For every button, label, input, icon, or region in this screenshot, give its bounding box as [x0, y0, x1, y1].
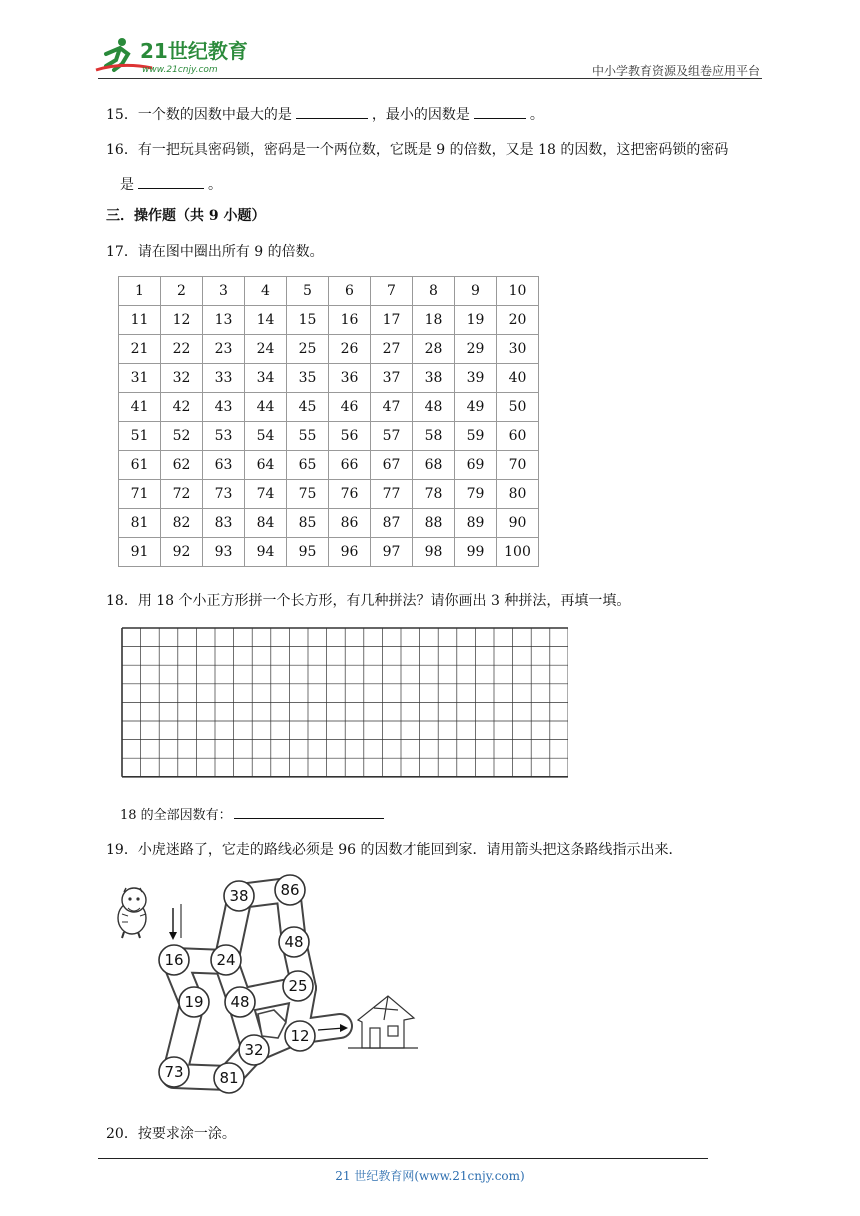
section-title: 三．操作题（共 9 小题） [106, 208, 266, 224]
number-cell[interactable]: 16 [329, 306, 371, 335]
number-cell[interactable]: 90 [497, 509, 539, 538]
number-cell[interactable]: 73 [203, 480, 245, 509]
number-cell[interactable]: 23 [203, 335, 245, 364]
number-cell[interactable]: 46 [329, 393, 371, 422]
number-cell[interactable]: 58 [413, 422, 455, 451]
number-cell[interactable]: 66 [329, 451, 371, 480]
number-cell[interactable]: 95 [287, 538, 329, 567]
answer-blank[interactable] [234, 804, 384, 819]
number-cell[interactable]: 34 [245, 364, 287, 393]
number-cell[interactable]: 37 [371, 364, 413, 393]
number-cell[interactable]: 50 [497, 393, 539, 422]
number-cell[interactable]: 28 [413, 335, 455, 364]
question-16-line2: 是 。 [120, 174, 222, 195]
question-20: 20．按要求涂一涂。 [106, 1126, 236, 1142]
number-cell[interactable]: 88 [413, 509, 455, 538]
chart-row [119, 538, 539, 567]
number-cell[interactable]: 60 [497, 422, 539, 451]
number-cell[interactable]: 53 [203, 422, 245, 451]
tiger-icon [118, 888, 146, 938]
number-cell[interactable]: 65 [287, 451, 329, 480]
number-cell[interactable]: 74 [245, 480, 287, 509]
number-cell[interactable]: 76 [329, 480, 371, 509]
answer-blank[interactable] [474, 104, 526, 119]
node-label: 32 [244, 1041, 264, 1059]
number-cell[interactable]: 19 [455, 306, 497, 335]
number-cell[interactable]: 47 [371, 393, 413, 422]
number-cell[interactable]: 63 [203, 451, 245, 480]
number-cell[interactable]: 55 [287, 422, 329, 451]
node-label: 19 [184, 993, 204, 1011]
chart-row [119, 364, 539, 393]
node-label: 73 [164, 1063, 184, 1081]
number-cell[interactable]: 40 [497, 364, 539, 393]
chart-row [119, 480, 539, 509]
square-grid[interactable] [120, 626, 568, 784]
node-label: 24 [216, 951, 236, 969]
start-arrow-icon [169, 904, 181, 940]
node-label: 12 [290, 1027, 310, 1045]
number-cell[interactable]: 35 [287, 364, 329, 393]
question-16-line1: 16．有一把玩具密码锁，密码是一个两位数，它既是 9 的倍数，又是 18 的因数，这把密码锁的密码 [106, 142, 729, 158]
number-cell[interactable]: 92 [161, 538, 203, 567]
factors-line: 18 的全部因数有： [120, 804, 388, 826]
number-cell[interactable]: 78 [413, 480, 455, 509]
number-cell[interactable]: 7 [371, 277, 413, 306]
number-cell[interactable]: 99 [455, 538, 497, 567]
number-cell[interactable]: 64 [245, 451, 287, 480]
number-cell[interactable]: 24 [245, 335, 287, 364]
number-cell[interactable]: 44 [245, 393, 287, 422]
number-cell[interactable]: 15 [287, 306, 329, 335]
number-cell[interactable]: 68 [413, 451, 455, 480]
number-cell[interactable]: 48 [413, 393, 455, 422]
node-label: 16 [164, 951, 184, 969]
number-cell[interactable]: 62 [161, 451, 203, 480]
number-cell[interactable]: 69 [455, 451, 497, 480]
number-cell[interactable]: 10 [497, 277, 539, 306]
chart-row [119, 422, 539, 451]
number-cell[interactable]: 89 [455, 509, 497, 538]
number-cell[interactable]: 4 [245, 277, 287, 306]
number-cell[interactable]: 56 [329, 422, 371, 451]
number-cell[interactable]: 25 [287, 335, 329, 364]
number-cell[interactable]: 14 [245, 306, 287, 335]
number-cell[interactable]: 42 [161, 393, 203, 422]
number-cell[interactable]: 87 [371, 509, 413, 538]
number-cell[interactable]: 49 [455, 393, 497, 422]
node-label: 48 [230, 993, 250, 1011]
number-cell[interactable]: 39 [455, 364, 497, 393]
question-19: 19．小虎迷路了，它走的路线必须是 96 的因数才能回到家．请用箭头把这条路线指示出来． [106, 842, 683, 858]
number-cell[interactable]: 5 [287, 277, 329, 306]
number-cell[interactable]: 27 [371, 335, 413, 364]
number-cell[interactable]: 29 [455, 335, 497, 364]
number-cell[interactable]: 80 [497, 480, 539, 509]
node-label: 25 [288, 977, 308, 995]
hundred-chart [118, 276, 539, 567]
number-cell[interactable]: 18 [413, 306, 455, 335]
number-cell[interactable]: 26 [329, 335, 371, 364]
number-cell[interactable]: 9 [455, 277, 497, 306]
maze-diagram [108, 872, 418, 1098]
logo-url: www.21cnjy.com [142, 65, 218, 75]
number-cell[interactable]: 21 [119, 335, 161, 364]
number-cell[interactable]: 38 [413, 364, 455, 393]
question-18: 18．用 18 个小正方形拼一个长方形，有几种拼法？请你画出 3 种拼法，再填一填。 [106, 593, 631, 609]
number-cell[interactable]: 2 [161, 277, 203, 306]
number-cell[interactable]: 67 [371, 451, 413, 480]
number-cell[interactable]: 79 [455, 480, 497, 509]
number-cell[interactable]: 81 [119, 509, 161, 538]
header-divider [98, 78, 762, 79]
number-cell[interactable]: 85 [287, 509, 329, 538]
node-label: 86 [280, 881, 300, 899]
number-cell[interactable]: 93 [203, 538, 245, 567]
question-15: 15．一个数的因数中最大的是 ，最小的因数是 。 [106, 104, 544, 125]
footer-text: 21 世纪教育网(www.21cnjy.com) [335, 1169, 525, 1183]
number-cell[interactable]: 41 [119, 393, 161, 422]
number-cell[interactable]: 13 [203, 306, 245, 335]
number-cell[interactable]: 61 [119, 451, 161, 480]
number-cell[interactable]: 32 [161, 364, 203, 393]
question-17: 17．请在图中圈出所有 9 的倍数。 [106, 244, 324, 260]
chart-row [119, 393, 539, 422]
site-logo [92, 34, 262, 78]
number-cell[interactable]: 6 [329, 277, 371, 306]
number-cell[interactable]: 12 [161, 306, 203, 335]
number-cell[interactable]: 94 [245, 538, 287, 567]
chart-row [119, 306, 539, 335]
number-cell[interactable]: 72 [161, 480, 203, 509]
number-cell[interactable]: 75 [287, 480, 329, 509]
number-cell[interactable]: 11 [119, 306, 161, 335]
number-cell[interactable]: 36 [329, 364, 371, 393]
number-cell[interactable]: 43 [203, 393, 245, 422]
number-cell[interactable]: 57 [371, 422, 413, 451]
number-cell[interactable]: 83 [203, 509, 245, 538]
number-cell[interactable]: 77 [371, 480, 413, 509]
number-cell[interactable]: 22 [161, 335, 203, 364]
node-label: 81 [219, 1069, 239, 1087]
number-cell[interactable]: 82 [161, 509, 203, 538]
number-cell[interactable]: 45 [287, 393, 329, 422]
number-cell[interactable]: 52 [161, 422, 203, 451]
number-cell[interactable]: 31 [119, 364, 161, 393]
number-cell[interactable]: 84 [245, 509, 287, 538]
number-cell[interactable]: 3 [203, 277, 245, 306]
number-cell[interactable]: 33 [203, 364, 245, 393]
number-cell[interactable]: 98 [413, 538, 455, 567]
number-cell[interactable]: 97 [371, 538, 413, 567]
number-cell[interactable]: 96 [329, 538, 371, 567]
house-icon [348, 996, 418, 1048]
node-label: 38 [229, 887, 249, 905]
number-cell[interactable]: 100 [497, 538, 539, 567]
number-cell[interactable]: 54 [245, 422, 287, 451]
node-label: 48 [284, 933, 304, 951]
number-cell[interactable]: 30 [497, 335, 539, 364]
answer-blank[interactable] [138, 174, 204, 189]
answer-blank[interactable] [296, 104, 368, 119]
number-cell[interactable]: 91 [119, 538, 161, 567]
number-cell[interactable]: 1 [119, 277, 161, 306]
footer-divider [98, 1158, 708, 1159]
logo-text: 21世纪教育 [140, 39, 248, 63]
number-cell[interactable]: 71 [119, 480, 161, 509]
chart-row [119, 335, 539, 364]
number-cell[interactable]: 51 [119, 422, 161, 451]
number-cell[interactable]: 8 [413, 277, 455, 306]
platform-name: 中小学教育资源及组卷应用平台 [591, 64, 760, 78]
chart-row [119, 277, 539, 306]
number-cell[interactable]: 86 [329, 509, 371, 538]
chart-row [119, 509, 539, 538]
number-cell[interactable]: 17 [371, 306, 413, 335]
chart-row [119, 451, 539, 480]
number-cell[interactable]: 59 [455, 422, 497, 451]
number-cell[interactable]: 20 [497, 306, 539, 335]
number-cell[interactable]: 70 [497, 451, 539, 480]
